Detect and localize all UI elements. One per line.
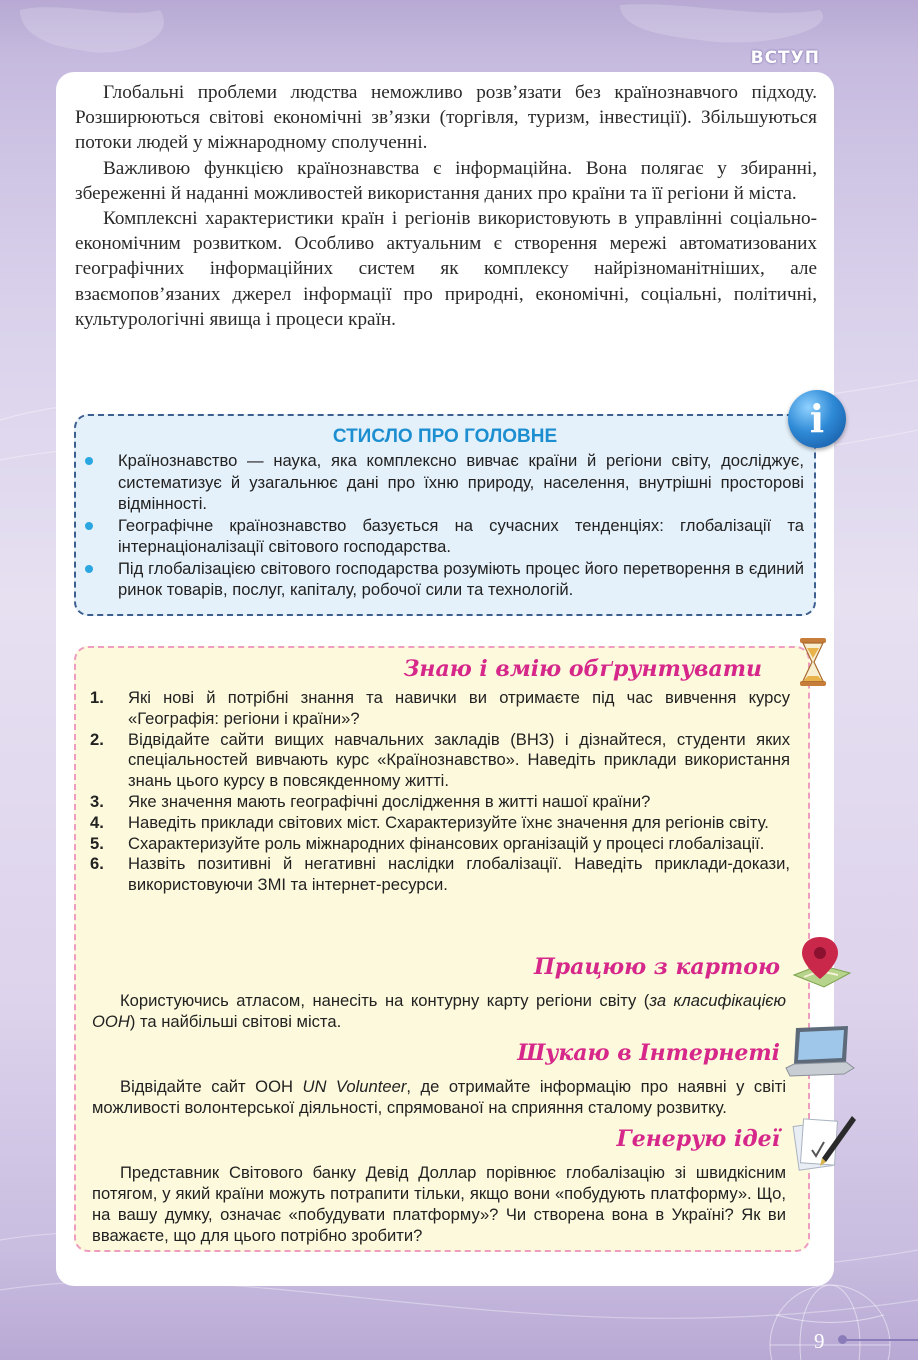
internet-task-italic: UN Volunteer bbox=[302, 1077, 407, 1096]
heading-know-and-justify: Знаю і вмію обґрунтувати bbox=[403, 656, 762, 682]
question-number: 3. bbox=[90, 791, 104, 811]
internet-task bbox=[92, 1076, 786, 1118]
summary-item-text: Під глобалізацією світового господарства розуміють процес його перетворення в єдиний ринок товарів, послуг, капіталу, робочої сили та технологій. bbox=[118, 558, 804, 599]
map-pin-icon bbox=[790, 935, 854, 997]
heading-work-with-map: Працюю з картою bbox=[533, 954, 780, 980]
heading-search-internet: Шукаю в Інтернеті bbox=[517, 1040, 780, 1066]
summary-box bbox=[74, 414, 816, 616]
intro-paragraph: Важливою функцією країнознавства є інформаційна. Вона полягає у збиранні, збереженні й наданні можливостей використання даних про країни та її регіони й міста. bbox=[75, 157, 817, 204]
question-item bbox=[90, 854, 790, 896]
summary-list bbox=[76, 450, 816, 601]
question-text: Які нові й потрібні знання та навички ви отримаєте під час вивчення курсу «Географія: регіони і країни»? bbox=[128, 688, 790, 728]
ideas-task bbox=[92, 1162, 786, 1246]
hourglass-icon bbox=[798, 638, 828, 686]
heading-generate-ideas: Генерую ідеї bbox=[616, 1126, 780, 1152]
pen-and-paper-icon bbox=[792, 1108, 858, 1174]
summary-item bbox=[76, 558, 816, 601]
page-number-line bbox=[842, 1339, 918, 1341]
intro-text bbox=[75, 80, 817, 332]
page-number: 9 bbox=[814, 1329, 825, 1353]
question-item bbox=[90, 813, 790, 834]
summary-item-text: Географічне країнознавство базується на сучасних тенденціях: глобалізації та інтернаціоналізації світового господарства. bbox=[118, 515, 804, 556]
summary-item bbox=[76, 515, 816, 558]
internet-task-text-end: , де отримайте інформацію про наявні у світі можливості волонтерської діяльності, спрямованої на сприяння сталому розвитку. bbox=[92, 1077, 786, 1117]
bullet-icon bbox=[85, 457, 93, 465]
question-text: Наведіть приклади світових міст. Схарактеризуйте їхнє значення для регіонів світу. bbox=[128, 812, 769, 832]
map-task-text-end: ) та найбільші світові міста. bbox=[129, 1012, 342, 1031]
question-item bbox=[90, 792, 790, 813]
laptop-icon bbox=[782, 1024, 856, 1080]
question-item bbox=[90, 688, 790, 730]
map-task bbox=[92, 990, 786, 1032]
intro-paragraph: Глобальні проблеми людства неможливо розв’язати без країнознавчого підходу. Розширюються світові економічні зв’язки (торгівля, туризм, інвестиції). Збільшуються потоки людей у міжнародному сполученні. bbox=[75, 82, 817, 154]
question-text: Яке значення мають географічні дослідження в житті нашої країни? bbox=[128, 791, 651, 811]
question-list bbox=[90, 688, 790, 896]
intro-paragraph: Комплексні характеристики країн і регіонів використовують в управлінні соціально-економічним розвитком. Особливо актуальним є створення мережі автоматизованих географічних інформаційних систем як комплексу найрізноманітніших, але взаємопов’язаних джерел інформації про природні, економічні, соціальні, політичні, культурологічні явища і процеси країн. bbox=[75, 208, 817, 330]
ideas-task-text: Представник Світового банку Девід Доллар порівнює глобалізацію зі швидкісним потягом, у який країни можуть потрапити тільки, якщо вони «побудують платформу». Що, на вашу думку, означає «побудувати платформу»? Чи створена вона в Україні? Як ви вважаєте, що для цього потрібно зробити? bbox=[92, 1163, 786, 1245]
question-text: Назвіть позитивні й негативні наслідки глобалізації. Наведіть приклади-докази, використовуючи ЗМІ та інтернет-ресурси. bbox=[128, 854, 790, 895]
question-item bbox=[90, 730, 790, 792]
question-number: 4. bbox=[90, 812, 104, 832]
summary-item bbox=[76, 450, 816, 515]
summary-item-text: Країнознавство — наука, яка комплексно вивчає країни й регіони світу, досліджує, систематизує й узагальнює дані про їхню природу, населення, внутрішні просторові відмінності. bbox=[118, 451, 804, 513]
map-task-italic: за класифікацією ООН bbox=[92, 991, 786, 1031]
question-number: 6. bbox=[90, 854, 104, 874]
internet-task-text: Відвідайте сайт ООН bbox=[120, 1077, 303, 1096]
bullet-icon bbox=[85, 565, 93, 573]
section-tag: ВСТУП bbox=[750, 48, 820, 68]
question-number: 1. bbox=[90, 688, 104, 707]
summary-title: СТИСЛО ПРО ГОЛОВНЕ bbox=[332, 426, 558, 447]
tasks-box bbox=[74, 646, 810, 1252]
map-task-text: Користуючись атласом, нанесіть на контурну карту регіони світу ( bbox=[120, 991, 650, 1010]
question-number: 2. bbox=[90, 729, 104, 749]
bullet-icon bbox=[85, 522, 93, 530]
question-item bbox=[90, 834, 790, 855]
question-text: Схарактеризуйте роль міжнародних фінансових організацій у процесі глобалізації. bbox=[128, 833, 765, 853]
info-icon: i bbox=[788, 390, 846, 448]
question-text: Відвідайте сайти вищих навчальних закладів (ВНЗ) і дізнайтеся, студенти яких спеціальностей вивчають курс «Країнознавство». Наведіть приклади використання знань цього курсу в повсякденному житті. bbox=[128, 729, 790, 791]
question-number: 5. bbox=[90, 833, 104, 853]
